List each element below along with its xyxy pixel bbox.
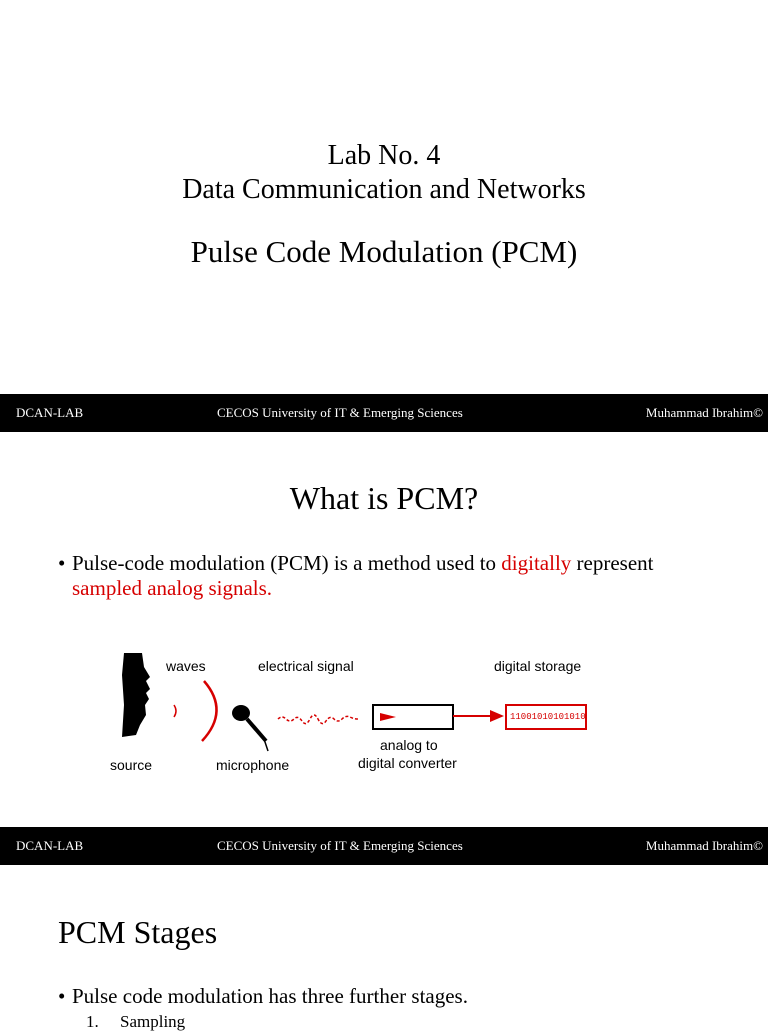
stage-item bbox=[86, 1012, 185, 1032]
footer-university: CECOS University of IT & Emerging Sciences bbox=[217, 405, 463, 420]
label-bits: 11001010101010 bbox=[510, 712, 586, 722]
bullet-point bbox=[58, 551, 738, 601]
source-head-icon bbox=[122, 653, 150, 737]
footer-author: Muhammad Ibrahim© bbox=[645, 838, 763, 853]
highlight-text: sampled analog signals. bbox=[72, 576, 273, 600]
course-title: Data Communication and Networks bbox=[182, 174, 586, 205]
label-waves: waves bbox=[166, 658, 206, 674]
bullet-text: Pulse code modulation has three further stages. bbox=[72, 984, 468, 1008]
electrical-signal-icon bbox=[278, 715, 358, 724]
label-digital-storage: digital storage bbox=[494, 658, 582, 674]
highlight-text: digitally bbox=[501, 551, 572, 575]
slide-footer bbox=[0, 827, 768, 865]
label-source: source bbox=[110, 757, 153, 773]
label-microphone: microphone bbox=[216, 757, 290, 773]
stage-label: Sampling bbox=[120, 1012, 186, 1031]
footer-university: CECOS University of IT & Emerging Sciences bbox=[217, 838, 463, 853]
arrow-head-icon bbox=[490, 710, 504, 722]
slide-title: What is PCM? bbox=[289, 480, 479, 516]
slide-title: PCM Stages bbox=[58, 914, 218, 950]
lab-number: Lab No. 4 bbox=[327, 140, 441, 171]
pcm-diagram bbox=[100, 645, 620, 785]
small-wave-icon bbox=[174, 705, 176, 717]
bullet-point bbox=[58, 984, 738, 1009]
slide-title: Pulse Code Modulation (PCM) bbox=[190, 234, 578, 269]
label-electrical-signal: electrical signal bbox=[258, 658, 354, 674]
large-wave-icon bbox=[202, 681, 217, 741]
bullet-text: Pulse-code modulation (PCM) is a method used to bbox=[72, 551, 502, 575]
label-converter-line2: digital converter bbox=[358, 755, 457, 771]
bullet-text: represent bbox=[571, 551, 654, 575]
footer-author: Muhammad Ibrahim© bbox=[645, 405, 763, 420]
label-converter-line1: analog to bbox=[380, 737, 438, 753]
bullet-dot: • bbox=[58, 551, 66, 575]
footer-lab: DCAN-LAB bbox=[16, 405, 84, 420]
stage-number: 1. bbox=[86, 1012, 99, 1031]
slide-footer bbox=[0, 394, 768, 432]
footer-lab: DCAN-LAB bbox=[16, 838, 84, 853]
microphone-icon bbox=[232, 705, 268, 751]
bullet-dot: • bbox=[58, 984, 66, 1008]
